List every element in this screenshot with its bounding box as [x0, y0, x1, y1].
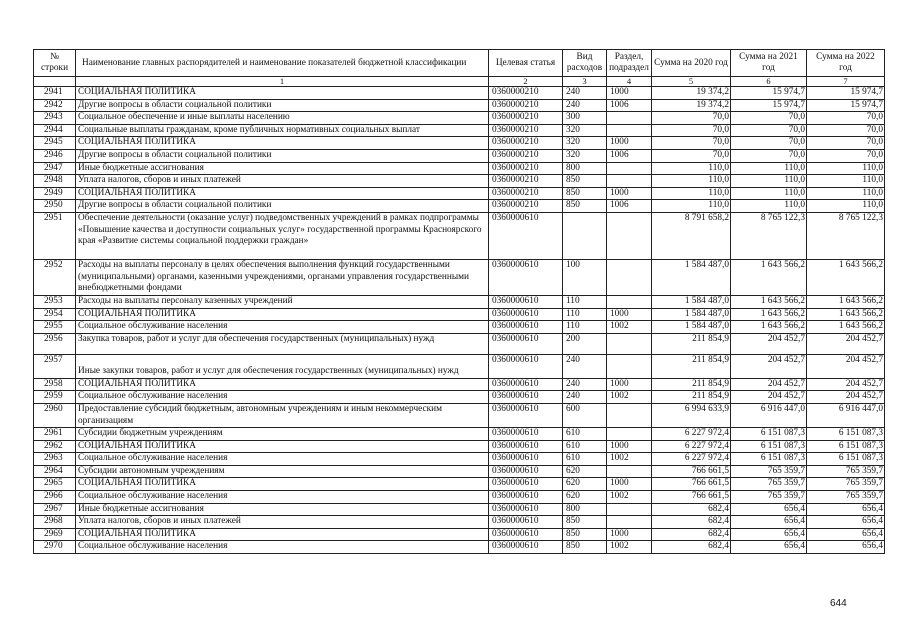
sum-2020-cell: 211 854,9	[652, 391, 731, 404]
sum-2020-cell: 6 227 972,4	[652, 453, 731, 466]
sum-2022-cell: 6 151 087,3	[807, 440, 885, 453]
expense-type-cell: 240	[563, 378, 607, 391]
table-row	[34, 200, 885, 213]
row-name-cell: Уплата налогов, сборов и иных платежей	[76, 516, 489, 529]
sum-2022-cell: 656,4	[807, 503, 885, 516]
target-article-cell: 0360000610	[489, 295, 563, 308]
column-number-blank	[34, 77, 76, 87]
target-article-cell: 0360000610	[489, 212, 563, 259]
sum-2021-cell: 765 359,7	[731, 491, 807, 504]
row-name-cell: Социальное обслуживание населения	[76, 453, 489, 466]
row-name-cell: СОЦИАЛЬНАЯ ПОЛИТИКА	[76, 187, 489, 200]
expense-type-cell: 850	[563, 528, 607, 541]
target-article-cell: 0360000610	[489, 541, 563, 554]
sum-2020-cell: 211 854,9	[652, 354, 731, 378]
row-number-cell: 2961	[34, 428, 76, 441]
expense-type-cell: 240	[563, 391, 607, 404]
sum-2022-cell: 204 452,7	[807, 333, 885, 354]
section-cell: 1000	[607, 378, 652, 391]
expense-type-cell: 620	[563, 478, 607, 491]
section-cell: 1000	[607, 478, 652, 491]
section-cell: 1000	[607, 187, 652, 200]
section-cell: 1002	[607, 541, 652, 554]
expense-type-cell: 610	[563, 428, 607, 441]
row-number-cell: 2941	[34, 87, 76, 100]
row-number-cell: 2970	[34, 541, 76, 554]
target-article-cell: 0360000610	[489, 516, 563, 529]
sum-2021-cell: 6 916 447,0	[731, 403, 807, 427]
expense-type-cell: 320	[563, 149, 607, 162]
sum-2022-cell: 1 643 566,2	[807, 259, 885, 295]
section-cell	[607, 428, 652, 441]
sum-2020-cell: 70,0	[652, 137, 731, 150]
row-name-cell: Субсидии бюджетным учреждениям	[76, 428, 489, 441]
sum-2020-cell: 70,0	[652, 124, 731, 137]
sum-2022-cell: 15 974,7	[807, 87, 885, 100]
sum-2022-cell: 656,4	[807, 516, 885, 529]
section-cell: 1000	[607, 440, 652, 453]
sum-2022-cell: 204 452,7	[807, 391, 885, 404]
row-name-cell: Социальные выплаты гражданам, кроме публичных нормативных социальных выплат	[76, 124, 489, 137]
row-number-cell: 2957	[34, 354, 76, 378]
table-row	[34, 87, 885, 100]
expense-type-cell: 600	[563, 403, 607, 427]
column-number: 5	[652, 77, 731, 87]
expense-type-cell: 850	[563, 516, 607, 529]
row-number-cell: 2952	[34, 259, 76, 295]
target-article-cell: 0360000210	[489, 175, 563, 188]
row-name-cell: Другие вопросы в области социальной политики	[76, 99, 489, 112]
column-number: 1	[76, 77, 489, 87]
sum-2022-cell: 1 643 566,2	[807, 295, 885, 308]
row-name-cell: Закупка товаров, работ и услуг для обеспечения государственных (муниципальных) нужд	[76, 333, 489, 354]
target-article-cell: 0360000610	[489, 333, 563, 354]
table-row	[34, 162, 885, 175]
target-article-cell: 0360000210	[489, 112, 563, 125]
sum-2022-cell: 110,0	[807, 187, 885, 200]
sum-2020-cell: 682,4	[652, 528, 731, 541]
row-number-cell: 2947	[34, 162, 76, 175]
section-cell: 1000	[607, 528, 652, 541]
row-number-cell: 2943	[34, 112, 76, 125]
sum-2020-cell: 110,0	[652, 187, 731, 200]
target-article-cell: 0360000210	[489, 99, 563, 112]
row-number-cell: 2953	[34, 295, 76, 308]
sum-2021-cell: 656,4	[731, 541, 807, 554]
section-cell	[607, 354, 652, 378]
sum-2022-cell: 70,0	[807, 112, 885, 125]
expense-type-cell: 110	[563, 321, 607, 334]
target-article-cell: 0360000210	[489, 137, 563, 150]
row-number-cell: 2955	[34, 321, 76, 334]
section-cell	[607, 162, 652, 175]
table-row	[34, 491, 885, 504]
sum-2022-cell: 765 359,7	[807, 465, 885, 478]
sum-2020-cell: 1 584 487,0	[652, 259, 731, 295]
table-row	[34, 354, 885, 378]
target-article-cell: 0360000210	[489, 200, 563, 213]
column-number: 7	[807, 77, 885, 87]
table-row	[34, 428, 885, 441]
row-name-cell: Субсидии автономным учреждениям	[76, 465, 489, 478]
sum-2022-cell: 656,4	[807, 528, 885, 541]
sum-2020-cell: 766 661,5	[652, 491, 731, 504]
sum-2022-cell: 6 916 447,0	[807, 403, 885, 427]
row-number-cell: 2968	[34, 516, 76, 529]
sum-2021-cell: 765 359,7	[731, 465, 807, 478]
header-row-number: № строки	[34, 50, 76, 77]
row-number-cell: 2948	[34, 175, 76, 188]
section-cell: 1000	[607, 308, 652, 321]
expense-type-cell: 100	[563, 259, 607, 295]
section-cell	[607, 175, 652, 188]
table-row	[34, 378, 885, 391]
sum-2022-cell: 110,0	[807, 200, 885, 213]
row-name-cell: Социальное обслуживание населения	[76, 491, 489, 504]
row-number-cell: 2946	[34, 149, 76, 162]
sum-2021-cell: 15 974,7	[731, 99, 807, 112]
sum-2022-cell: 70,0	[807, 149, 885, 162]
row-name-cell: Обеспечение деятельности (оказание услуг) подведомственных учреждений в рамках подпрограммы «Повышение качества и доступности социальных услуг» государственной программы Красноярского края «Развитие системы социальной поддержки граждан»	[76, 212, 489, 259]
row-name-cell: Социальное обслуживание населения	[76, 541, 489, 554]
table-row	[34, 541, 885, 554]
expense-type-cell: 610	[563, 440, 607, 453]
table-row	[34, 137, 885, 150]
expense-type-cell: 240	[563, 99, 607, 112]
row-number-cell: 2945	[34, 137, 76, 150]
expense-type-cell	[563, 212, 607, 259]
table-row	[34, 453, 885, 466]
expense-type-cell: 110	[563, 295, 607, 308]
row-number-cell: 2965	[34, 478, 76, 491]
target-article-cell: 0360000210	[489, 124, 563, 137]
column-number: 6	[731, 77, 807, 87]
expense-type-cell: 850	[563, 175, 607, 188]
row-name-cell: Социальное обслуживание населения	[76, 391, 489, 404]
sum-2020-cell: 211 854,9	[652, 378, 731, 391]
row-number-cell: 2954	[34, 308, 76, 321]
sum-2022-cell: 110,0	[807, 175, 885, 188]
row-name-cell: СОЦИАЛЬНАЯ ПОЛИТИКА	[76, 528, 489, 541]
row-number-cell: 2960	[34, 403, 76, 427]
expense-type-cell: 320	[563, 137, 607, 150]
row-number-cell: 2950	[34, 200, 76, 213]
table-row	[34, 440, 885, 453]
sum-2022-cell: 8 765 122,3	[807, 212, 885, 259]
target-article-cell: 0360000610	[489, 428, 563, 441]
table-row	[34, 149, 885, 162]
section-cell	[607, 112, 652, 125]
expense-type-cell: 850	[563, 541, 607, 554]
target-article-cell: 0360000610	[489, 528, 563, 541]
section-cell: 1006	[607, 99, 652, 112]
section-cell	[607, 259, 652, 295]
section-cell	[607, 503, 652, 516]
expense-type-cell: 240	[563, 87, 607, 100]
header-section: Раздел, подраздел	[607, 50, 652, 77]
section-cell: 1002	[607, 453, 652, 466]
column-number: 2	[489, 77, 563, 87]
sum-2020-cell: 110,0	[652, 200, 731, 213]
sum-2020-cell: 110,0	[652, 162, 731, 175]
header-sum-2021: Сумма на 2021 год	[731, 50, 807, 77]
expense-type-cell: 300	[563, 112, 607, 125]
row-name-cell: Другие вопросы в области социальной политики	[76, 200, 489, 213]
row-number-cell: 2964	[34, 465, 76, 478]
sum-2021-cell: 6 151 087,3	[731, 440, 807, 453]
table-row	[34, 465, 885, 478]
sum-2022-cell: 1 643 566,2	[807, 308, 885, 321]
sum-2022-cell: 204 452,7	[807, 378, 885, 391]
sum-2021-cell: 204 452,7	[731, 333, 807, 354]
section-cell: 1000	[607, 87, 652, 100]
sum-2020-cell: 211 854,9	[652, 333, 731, 354]
table-row	[34, 212, 885, 259]
row-name-cell: Иные бюджетные ассигнования	[76, 162, 489, 175]
header-sum-2020: Сумма на 2020 год	[652, 50, 731, 77]
header-sum-2022: Сумма на 2022 год	[807, 50, 885, 77]
section-cell	[607, 516, 652, 529]
section-cell	[607, 333, 652, 354]
target-article-cell: 0360000610	[489, 478, 563, 491]
row-number-cell: 2949	[34, 187, 76, 200]
row-name-cell: Расходы на выплаты персоналу в целях обеспечения выполнения функций государственными (муниципальными) органами, казенными учреждениями, органами управления государственными внебюджетными фондами	[76, 259, 489, 295]
sum-2020-cell: 70,0	[652, 149, 731, 162]
sum-2021-cell: 110,0	[731, 187, 807, 200]
row-number-cell: 2951	[34, 212, 76, 259]
sum-2020-cell: 1 584 487,0	[652, 321, 731, 334]
target-article-cell: 0360000610	[489, 491, 563, 504]
sum-2020-cell: 766 661,5	[652, 465, 731, 478]
row-number-cell: 2959	[34, 391, 76, 404]
section-cell: 1006	[607, 200, 652, 213]
table-body	[34, 87, 885, 554]
table-row	[34, 99, 885, 112]
sum-2021-cell: 656,4	[731, 528, 807, 541]
budget-table	[33, 49, 885, 554]
row-number-cell: 2944	[34, 124, 76, 137]
row-name-cell: Предоставление субсидий бюджетным, автономным учреждениям и иным некоммерческим организациям	[76, 403, 489, 427]
target-article-cell: 0360000610	[489, 503, 563, 516]
target-article-cell: 0360000210	[489, 87, 563, 100]
section-cell: 1002	[607, 391, 652, 404]
sum-2021-cell: 15 974,7	[731, 87, 807, 100]
row-number-cell: 2956	[34, 333, 76, 354]
expense-type-cell: 850	[563, 200, 607, 213]
sum-2020-cell: 110,0	[652, 175, 731, 188]
target-article-cell: 0360000610	[489, 403, 563, 427]
row-name-cell: СОЦИАЛЬНАЯ ПОЛИТИКА	[76, 87, 489, 100]
sum-2022-cell: 15 974,7	[807, 99, 885, 112]
sum-2022-cell: 6 151 087,3	[807, 428, 885, 441]
sum-2021-cell: 765 359,7	[731, 478, 807, 491]
sum-2021-cell: 204 452,7	[731, 354, 807, 378]
expense-type-cell: 620	[563, 491, 607, 504]
table-row	[34, 187, 885, 200]
target-article-cell: 0360000610	[489, 378, 563, 391]
sum-2021-cell: 70,0	[731, 124, 807, 137]
header-name: Наименование главных распорядителей и наименование показателей бюджетной классификации	[76, 50, 489, 77]
section-cell: 1002	[607, 321, 652, 334]
target-article-cell: 0360000610	[489, 465, 563, 478]
sum-2021-cell: 204 452,7	[731, 378, 807, 391]
row-number-cell: 2942	[34, 99, 76, 112]
target-article-cell: 0360000610	[489, 440, 563, 453]
expense-type-cell: 800	[563, 503, 607, 516]
header-expense-type: Вид расходов	[563, 50, 607, 77]
section-cell	[607, 403, 652, 427]
sum-2021-cell: 204 452,7	[731, 391, 807, 404]
row-name-cell: СОЦИАЛЬНАЯ ПОЛИТИКА	[76, 440, 489, 453]
sum-2021-cell: 70,0	[731, 137, 807, 150]
table-row	[34, 403, 885, 427]
row-name-cell: Социальное обеспечение и иные выплаты населению	[76, 112, 489, 125]
row-number-cell: 2958	[34, 378, 76, 391]
sum-2020-cell: 682,4	[652, 541, 731, 554]
table-row	[34, 391, 885, 404]
row-name-cell: СОЦИАЛЬНАЯ ПОЛИТИКА	[76, 478, 489, 491]
sum-2022-cell: 110,0	[807, 162, 885, 175]
sum-2021-cell: 656,4	[731, 516, 807, 529]
sum-2021-cell: 6 151 087,3	[731, 453, 807, 466]
table-row	[34, 503, 885, 516]
sum-2020-cell: 1 584 487,0	[652, 308, 731, 321]
budget-table-sheet	[33, 49, 885, 554]
table-row	[34, 478, 885, 491]
row-name-cell: СОЦИАЛЬНАЯ ПОЛИТИКА	[76, 308, 489, 321]
table-row	[34, 295, 885, 308]
sum-2021-cell: 1 643 566,2	[731, 259, 807, 295]
target-article-cell: 0360000610	[489, 259, 563, 295]
target-article-cell: 0360000210	[489, 162, 563, 175]
page-number: 644	[830, 598, 847, 609]
sum-2022-cell: 656,4	[807, 541, 885, 554]
sum-2021-cell: 6 151 087,3	[731, 428, 807, 441]
table-row	[34, 175, 885, 188]
expense-type-cell: 850	[563, 187, 607, 200]
section-cell	[607, 295, 652, 308]
table-row	[34, 259, 885, 295]
sum-2021-cell: 1 643 566,2	[731, 308, 807, 321]
section-cell	[607, 465, 652, 478]
expense-type-cell: 620	[563, 465, 607, 478]
row-number-cell: 2962	[34, 440, 76, 453]
row-name-cell: Иные бюджетные ассигнования	[76, 503, 489, 516]
sum-2022-cell: 70,0	[807, 124, 885, 137]
row-name-cell: Уплата налогов, сборов и иных платежей	[76, 175, 489, 188]
sum-2021-cell: 1 643 566,2	[731, 295, 807, 308]
sum-2022-cell: 70,0	[807, 137, 885, 150]
expense-type-cell: 320	[563, 124, 607, 137]
sum-2022-cell: 204 452,7	[807, 354, 885, 378]
row-name-cell: СОЦИАЛЬНАЯ ПОЛИТИКА	[76, 378, 489, 391]
column-number-row	[34, 77, 885, 87]
table-row	[34, 333, 885, 354]
target-article-cell: 0360000610	[489, 391, 563, 404]
sum-2021-cell: 110,0	[731, 162, 807, 175]
row-name-cell: СОЦИАЛЬНАЯ ПОЛИТИКА	[76, 137, 489, 150]
sum-2021-cell: 70,0	[731, 149, 807, 162]
sum-2020-cell: 682,4	[652, 516, 731, 529]
header-target-article: Целевая статья	[489, 50, 563, 77]
sum-2020-cell: 6 994 633,9	[652, 403, 731, 427]
sum-2020-cell: 8 791 658,2	[652, 212, 731, 259]
sum-2020-cell: 766 661,5	[652, 478, 731, 491]
sum-2021-cell: 8 765 122,3	[731, 212, 807, 259]
row-name-cell: Социальное обслуживание населения	[76, 321, 489, 334]
table-header	[34, 50, 885, 87]
sum-2022-cell: 765 359,7	[807, 491, 885, 504]
table-row	[34, 528, 885, 541]
sum-2021-cell: 70,0	[731, 112, 807, 125]
table-row	[34, 308, 885, 321]
row-name-cell: Другие вопросы в области социальной политики	[76, 149, 489, 162]
table-row	[34, 124, 885, 137]
sum-2022-cell: 765 359,7	[807, 478, 885, 491]
sum-2021-cell: 656,4	[731, 503, 807, 516]
target-article-cell: 0360000610	[489, 308, 563, 321]
expense-type-cell: 200	[563, 333, 607, 354]
section-cell: 1000	[607, 137, 652, 150]
target-article-cell: 0360000610	[489, 321, 563, 334]
expense-type-cell: 110	[563, 308, 607, 321]
row-number-cell: 2969	[34, 528, 76, 541]
sum-2021-cell: 110,0	[731, 175, 807, 188]
expense-type-cell: 610	[563, 453, 607, 466]
sum-2020-cell: 19 374,2	[652, 99, 731, 112]
target-article-cell: 0360000610	[489, 354, 563, 378]
sum-2020-cell: 19 374,2	[652, 87, 731, 100]
target-article-cell: 0360000610	[489, 453, 563, 466]
row-number-cell: 2967	[34, 503, 76, 516]
expense-type-cell: 240	[563, 354, 607, 378]
sum-2021-cell: 110,0	[731, 200, 807, 213]
target-article-cell: 0360000210	[489, 187, 563, 200]
section-cell	[607, 124, 652, 137]
sum-2022-cell: 6 151 087,3	[807, 453, 885, 466]
section-cell	[607, 212, 652, 259]
row-number-cell: 2966	[34, 491, 76, 504]
expense-type-cell: 800	[563, 162, 607, 175]
section-cell: 1002	[607, 491, 652, 504]
column-number: 4	[607, 77, 652, 87]
sum-2020-cell: 1 584 487,0	[652, 295, 731, 308]
sum-2020-cell: 6 227 972,4	[652, 428, 731, 441]
sum-2020-cell: 6 227 972,4	[652, 440, 731, 453]
row-number-cell: 2963	[34, 453, 76, 466]
sum-2020-cell: 682,4	[652, 503, 731, 516]
target-article-cell: 0360000210	[489, 149, 563, 162]
sum-2020-cell: 70,0	[652, 112, 731, 125]
table-row	[34, 112, 885, 125]
column-number: 3	[563, 77, 607, 87]
section-cell: 1006	[607, 149, 652, 162]
table-row	[34, 321, 885, 334]
row-name-cell: Иные закупки товаров, работ и услуг для обеспечения государственных (муниципальных) нужд	[76, 354, 489, 378]
row-name-cell: Расходы на выплаты персоналу казенных учреждений	[76, 295, 489, 308]
table-row	[34, 516, 885, 529]
sum-2022-cell: 1 643 566,2	[807, 321, 885, 334]
sum-2021-cell: 1 643 566,2	[731, 321, 807, 334]
